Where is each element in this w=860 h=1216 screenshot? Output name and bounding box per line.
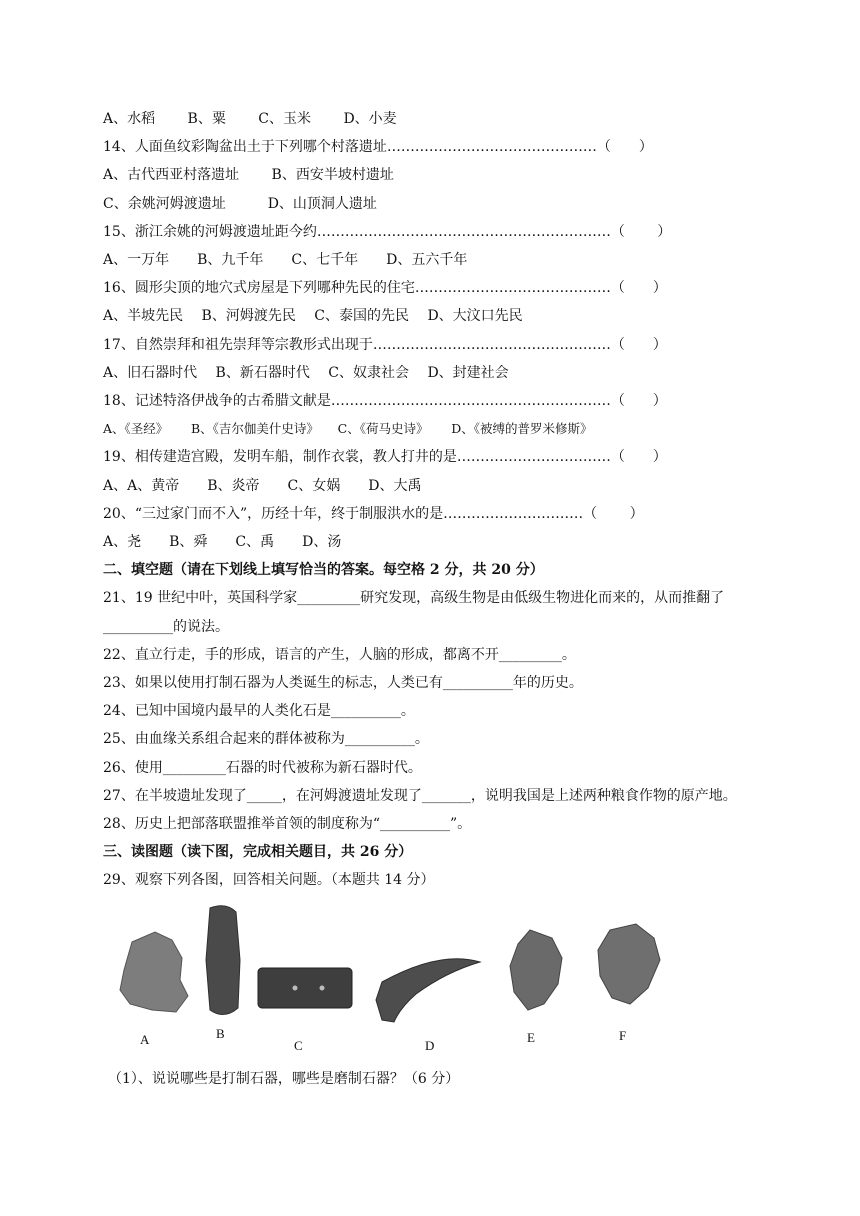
section-heading: 二、填空题（请在下划线上填写恰当的答案。每空格 2 分，共 20 分）	[103, 562, 544, 579]
exam-line: A、《圣经》 B、《吉尔伽美什史诗》 C、《荷马史诗》 D、《被缚的普罗米修斯》	[103, 421, 593, 437]
exam-line: 27、在半坡遗址发现了_____，在河姆渡遗址发现了_______，说明我国是上述两种粮食作物的原产地。	[103, 787, 737, 804]
figure-label-d: D	[425, 1038, 435, 1053]
exam-line: 20、“三过家门而不入”，历经十年，终于制服洪水的是…………………………（ ）	[103, 505, 644, 522]
exam-line: 16、圆形尖顶的地穴式房屋是下列哪种先民的住宅……………………………………（ ）	[103, 280, 667, 297]
figure-label-b: B	[216, 1026, 225, 1041]
exam-line: 15、浙江余姚的河姆渡遗址距今约………………………………………………………（ ）	[103, 223, 672, 240]
exam-line: 28、历史上把部落联盟推举首领的制度称为“__________”。	[103, 816, 472, 832]
exam-line: A、A、黄帝 B、炎帝 C、女娲 D、大禹	[103, 477, 422, 494]
exam-line: 21、19 世纪中叶，英国科学家_________研究发现，高级生物是由低级生物进化而来的，从而推翻了	[103, 590, 725, 607]
figure-label-e: E	[527, 1030, 535, 1045]
exam-line: C、余姚河姆渡遗址 D、山顶洞人遗址	[103, 195, 377, 212]
stone-tool-b	[206, 906, 240, 1015]
stone-tool-f	[598, 924, 660, 1004]
stone-tools-figure	[100, 900, 720, 1060]
exam-line: 24、已知中国境内最早的人类化石是__________。	[103, 703, 415, 720]
exam-line: A、水稻 B、粟 C、玉米 D、小麦	[103, 111, 397, 127]
exam-line: A、旧石器时代 B、新石器时代 C、奴隶社会 D、封建社会	[103, 364, 509, 381]
stone-tool-d	[376, 959, 480, 1022]
exam-line: 14、人面鱼纹彩陶盆出土于下列哪个村落遗址………………………………………（ ）	[103, 139, 653, 156]
exam-line: 22、直立行走，手的形成，语言的产生，人脑的形成，都离不开_________。	[103, 646, 576, 663]
exam-line: 25、由血缘关系组合起来的群体被称为__________。	[103, 731, 429, 748]
exam-line: __________的说法。	[103, 618, 229, 635]
exam-line: 29、观察下列各图，回答相关问题。（本题共 14 分）	[103, 872, 435, 889]
stone-tool-c	[258, 968, 352, 1008]
question-29-1: （1）、说说哪些是打制石器，哪些是磨制石器？（6 分）	[108, 1071, 460, 1087]
figure-label-c: C	[294, 1038, 303, 1053]
figure-label-f: F	[619, 1028, 627, 1043]
exam-line: 19、相传建造宫殿，发明车船，制作衣裳，教人打井的是……………………………（ ）	[103, 449, 667, 466]
exam-line: 18、记述特洛伊战争的古希腊文献是……………………………………………………（ ）	[103, 393, 667, 409]
figure-label-a: A	[140, 1032, 150, 1047]
section-heading: 三、读图题（读下图，完成相关题目，共 26 分）	[103, 844, 413, 861]
stone-tools-illustration	[100, 900, 720, 1060]
exam-line: 17、自然崇拜和祖先崇拜等宗教形式出现于……………………………………………（ ）	[103, 336, 667, 353]
exam-line: A、一万年 B、九千年 C、七千年 D、五六千年	[103, 252, 468, 268]
stone-tool-e	[510, 930, 562, 1010]
stone-tool-a	[120, 932, 188, 1012]
exam-line: A、半坡先民 B、河姆渡先民 C、泰国的先民 D、大汶口先民	[103, 308, 523, 325]
exam-line: A、尧 B、舜 C、禹 D、汤	[103, 534, 342, 550]
exam-line: 26、使用_________石器的时代被称为新石器时代。	[103, 759, 422, 776]
exam-line: 23、如果以使用打制石器为人类诞生的标志，人类已有__________年的历史。	[103, 675, 583, 691]
exam-line: A、古代西亚村落遗址 B、西安半坡村遗址	[103, 167, 394, 184]
